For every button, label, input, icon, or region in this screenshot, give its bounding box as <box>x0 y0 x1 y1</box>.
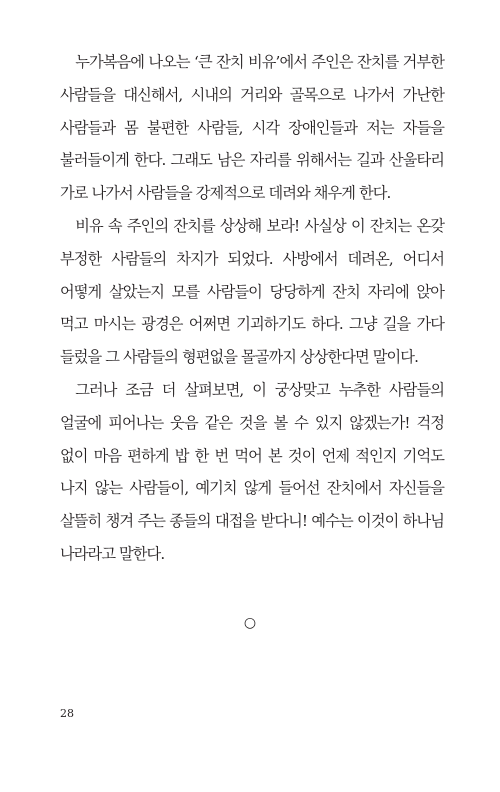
body-text <box>60 46 444 571</box>
paragraph-1: 누가복음에 나오는 ‘큰 잔치 비유’에서 주인은 잔치를 거부한 사람들을 대신해서, 시내의 거리와 골목으로 나가서 가난한 사람들과 몸 불편한 사람들, 시각 장애인들과 저는 자들을 불러들이게 한다. 그래도 남은 자리를 위해서는 길과 산울타리 가로 나가서 사람들을 강제적으로 데려와 채우게 한다. <box>60 53 444 203</box>
section-separator: ○ <box>243 615 257 631</box>
paragraph-3: 그러나 조금 더 살펴보면, 이 궁상맞고 누추한 사람들의 얼굴에 피어나는 웃음 같은 것을 볼 수 있지 않겠는가! 걱정 없이 마음 편하게 밥 한 번 먹어 본 것이 언제 적인지 기억도 나지 않는 사람들이, 예기치 않게 들어선 잔치에서 자신들을 살뜰히 챙겨 주는 종들의 대접을 받다니! 예수는 이것이 하나님 나라라고 말한다. <box>60 380 444 563</box>
paragraph-2: 비유 속 주인의 잔치를 상상해 보라! 사실상 이 잔치는 온갖 부정한 사람들의 차지가 되었다. 사방에서 데려온, 어디서 어떻게 살았는지 모를 사람들이 당당하게 잔치 자리에 앉아 먹고 마시는 광경은 어쩌면 기괴하기도 하다. 그냥 길을 가다 들렀을 그 사람들의 형편없을 몰골까지 상상한다면 말이다. <box>60 216 444 367</box>
page-number: 28 <box>60 707 74 720</box>
